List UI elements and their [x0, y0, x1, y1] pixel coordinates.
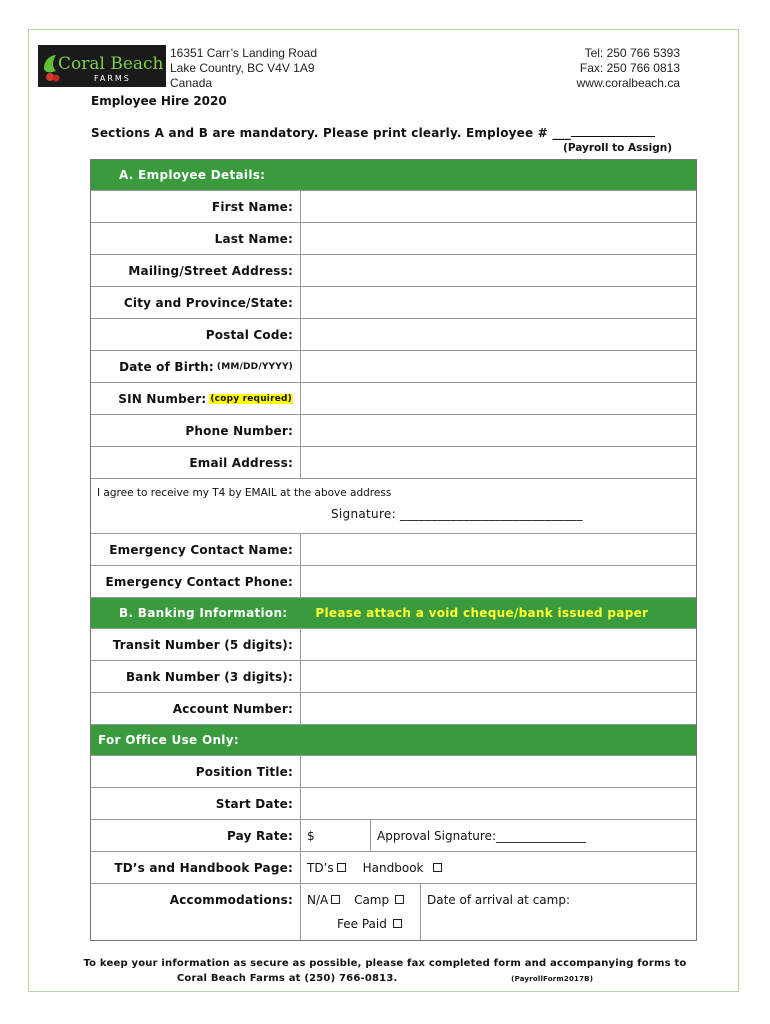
- phone-label: Phone Number:: [91, 415, 301, 446]
- emergency-name-label: Emergency Contact Name:: [91, 534, 301, 565]
- t4-email-consent: I agree to receive my T4 by EMAIL at the above address: [97, 487, 392, 499]
- form-title: Employee Hire 2020: [91, 94, 227, 108]
- svg-text:Coral Beach: Coral Beach: [58, 54, 164, 74]
- account-number-label: Account Number:: [91, 693, 301, 724]
- payroll-note: (Payroll to Assign): [563, 142, 672, 154]
- account-number-field[interactable]: [301, 693, 696, 724]
- na-checkbox[interactable]: [331, 895, 340, 904]
- svg-text:FARMS: FARMS: [94, 74, 131, 83]
- address-line-2: Lake Country, BC V4V 1A9: [170, 61, 315, 75]
- emergency-name-field[interactable]: [301, 534, 696, 565]
- postal-code-field[interactable]: [301, 319, 696, 350]
- approval-signature-label: Approval Signature:_______________: [377, 828, 586, 843]
- coral-beach-logo: [38, 45, 166, 87]
- dollar-sign: $: [307, 828, 315, 843]
- hire-form: [90, 159, 697, 941]
- fax: Fax: 250 766 0813: [579, 61, 680, 75]
- footer-line-2: [40, 971, 730, 987]
- camp-checkbox[interactable]: [395, 895, 404, 904]
- accommodation-line-1: [307, 893, 404, 907]
- instructions: [91, 125, 655, 140]
- accommodation-line-2: [337, 917, 402, 931]
- position-title-field[interactable]: [301, 756, 696, 787]
- city-province-field[interactable]: [301, 287, 696, 318]
- handbook-checkbox[interactable]: [433, 863, 442, 872]
- footer-fax-text: Coral Beach Farms at (250) 766-0813.: [176, 973, 398, 984]
- section-b-title: B. Banking Information:: [119, 606, 288, 620]
- instructions-text: Sections A and B are mandatory. Please print clearly. Employee # ___: [91, 126, 571, 140]
- td-option-label: TD’s: [307, 860, 334, 875]
- pay-rate-label: Pay Rate:: [91, 820, 301, 851]
- row-transit: [91, 629, 696, 661]
- arrival-date-label: Date of arrival at camp:: [427, 893, 570, 907]
- employee-number-field[interactable]: [571, 125, 655, 137]
- row-first-name: [91, 191, 696, 223]
- row-t4-consent: [91, 479, 696, 534]
- na-option-label: N/A: [307, 893, 329, 907]
- camp-option-label: Camp: [354, 893, 390, 907]
- row-pay-rate: [91, 820, 696, 852]
- sin-copy-required-note: (copy required): [210, 393, 292, 404]
- footer-note: [40, 956, 730, 987]
- position-title-label: Position Title:: [91, 756, 301, 787]
- row-position-title: [91, 756, 696, 788]
- dob-label-text: Date of Birth:: [119, 359, 214, 374]
- accommodations-label: Accommodations:: [91, 884, 301, 940]
- bank-number-label: Bank Number (3 digits):: [91, 661, 301, 692]
- sin-label: [91, 383, 301, 414]
- section-b-header: [91, 598, 696, 629]
- transit-label: Transit Number (5 digits):: [91, 629, 301, 660]
- row-email: [91, 447, 696, 479]
- row-phone: [91, 415, 696, 447]
- email-label: Email Address:: [91, 447, 301, 478]
- start-date-label: Start Date:: [91, 788, 301, 819]
- start-date-field[interactable]: [301, 788, 696, 819]
- consent-signature-line[interactable]: Signature: _____________________________: [331, 507, 583, 521]
- company-contact: [577, 46, 680, 91]
- mailing-address-label: Mailing/Street Address:: [91, 255, 301, 286]
- row-date-of-birth: [91, 351, 696, 383]
- section-a-header: A. Employee Details:: [91, 160, 696, 191]
- row-emergency-phone: [91, 566, 696, 598]
- row-sin: [91, 383, 696, 415]
- first-name-label: First Name:: [91, 191, 301, 222]
- company-address: [170, 46, 317, 91]
- row-account-number: [91, 693, 696, 725]
- bank-number-field[interactable]: [301, 661, 696, 692]
- transit-field[interactable]: [301, 629, 696, 660]
- row-bank-number: [91, 661, 696, 693]
- postal-code-label: Postal Code:: [91, 319, 301, 350]
- website: www.coralbeach.ca: [576, 76, 680, 90]
- row-postal-code: [91, 319, 696, 351]
- accommodation-options: [301, 884, 421, 940]
- sin-label-text: SIN Number:: [118, 391, 207, 406]
- last-name-label: Last Name:: [91, 223, 301, 254]
- row-accommodations: [91, 884, 696, 940]
- address-line-3: Canada: [170, 76, 213, 90]
- emergency-phone-field[interactable]: [301, 566, 696, 597]
- approval-signature-field[interactable]: [371, 820, 696, 851]
- form-code: (PayrollForm2017B): [511, 975, 594, 983]
- dob-field[interactable]: [301, 351, 696, 382]
- first-name-field[interactable]: [301, 191, 696, 222]
- arrival-date-field[interactable]: [421, 884, 696, 940]
- emergency-phone-label: Emergency Contact Phone:: [91, 566, 301, 597]
- td-checkbox[interactable]: [337, 863, 346, 872]
- fee-paid-label: Fee Paid: [337, 917, 387, 931]
- fee-paid-checkbox[interactable]: [393, 919, 402, 928]
- row-last-name: [91, 223, 696, 255]
- city-province-label: City and Province/State:: [91, 287, 301, 318]
- telephone: Tel: 250 766 5393: [584, 46, 680, 60]
- td-handbook-label: TD’s and Handbook Page:: [91, 852, 301, 883]
- office-use-header: For Office Use Only:: [91, 725, 696, 756]
- row-emergency-name: [91, 534, 696, 566]
- dob-label: [91, 351, 301, 382]
- last-name-field[interactable]: [301, 223, 696, 254]
- row-start-date: [91, 788, 696, 820]
- row-td-handbook: [91, 852, 696, 884]
- email-field[interactable]: [301, 447, 696, 478]
- address-line-1: 16351 Carr’s Landing Road: [170, 46, 317, 60]
- phone-field[interactable]: [301, 415, 696, 446]
- footer-line-1: To keep your information as secure as possible, please fax completed form and accompanying forms to: [83, 958, 687, 969]
- row-city-province: [91, 287, 696, 319]
- sin-field[interactable]: [301, 383, 696, 414]
- dob-format-hint: (MM/DD/YYYY): [216, 361, 293, 372]
- pay-rate-field[interactable]: [301, 820, 371, 851]
- td-handbook-options: [301, 852, 696, 883]
- void-cheque-note: Please attach a void cheque/bank issued paper: [315, 606, 649, 620]
- mailing-address-field[interactable]: [301, 255, 696, 286]
- row-mailing-address: [91, 255, 696, 287]
- handbook-option-label: Handbook: [362, 860, 424, 875]
